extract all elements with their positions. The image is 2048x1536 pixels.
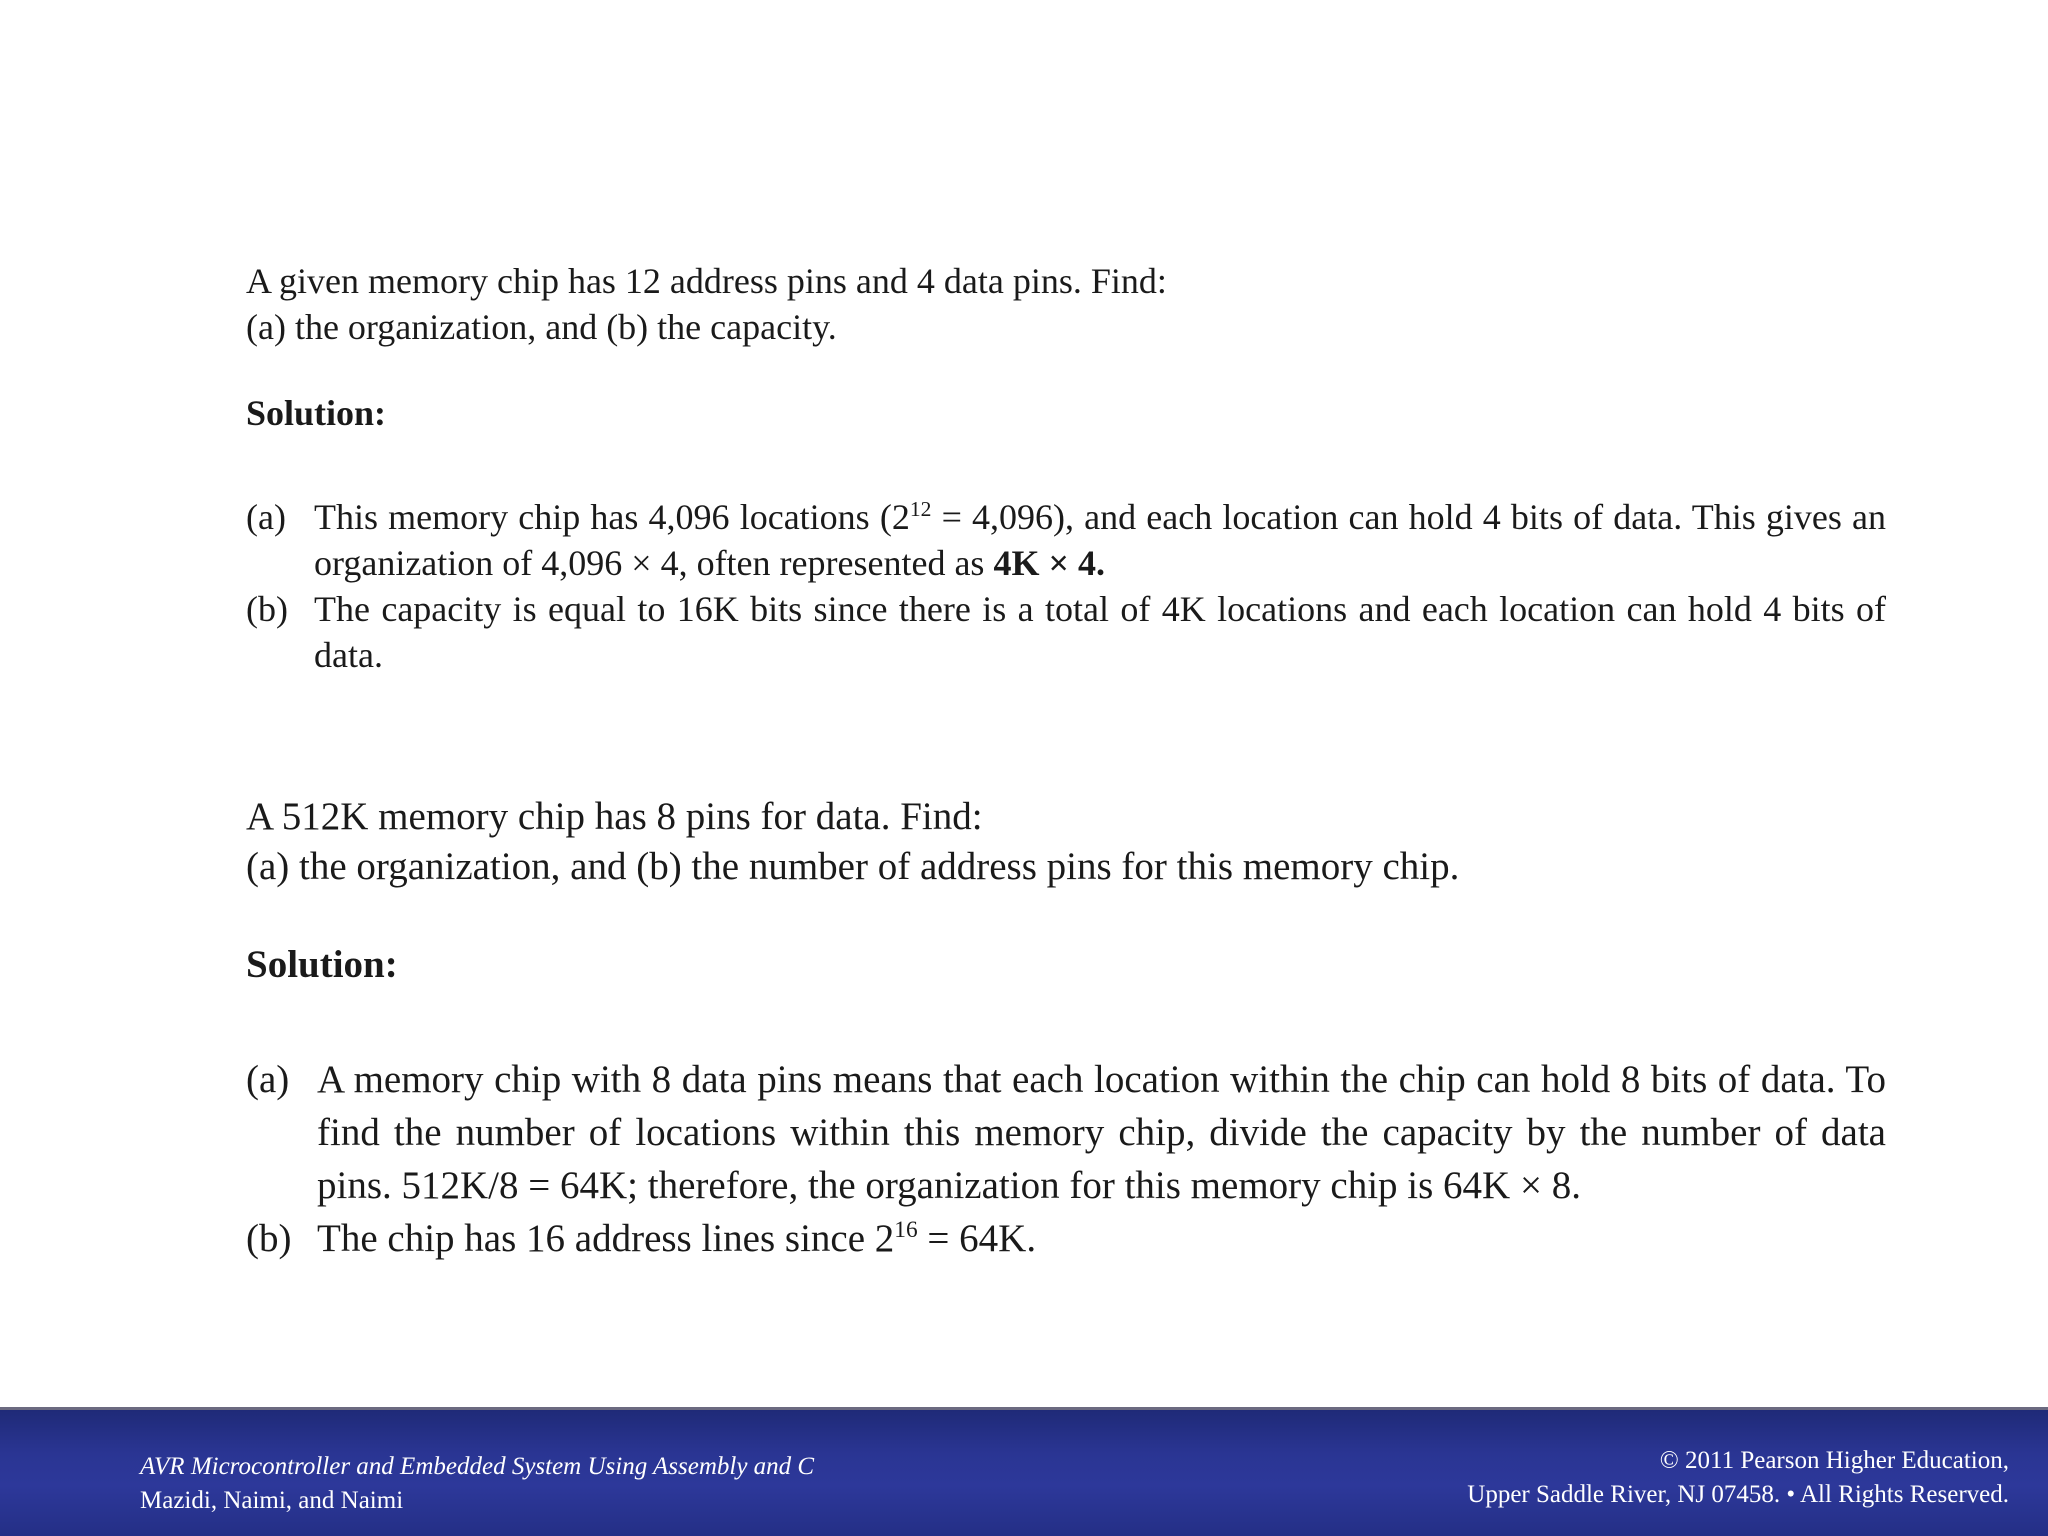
- organization-result: 4K × 4.: [993, 543, 1105, 584]
- problem-1-question-line-2: (a) the organization, and (b) the capacity.: [246, 307, 837, 348]
- book-title: AVR Microcontroller and Embedded System Using Assembly and C: [140, 1453, 815, 1480]
- copyright-line-2: Upper Saddle River, NJ 07458. • All Rights Reserved.: [1467, 1481, 2009, 1508]
- footer-book-info: [140, 1450, 814, 1518]
- answer-text-part: = 4,096), and each location can hold 4 bits of data. This gives an organization of 4,096 × 4, often represented as: [314, 497, 1886, 584]
- answer-text-part: = 64K.: [917, 1216, 1037, 1260]
- problem-1-answer-a: [246, 494, 1886, 586]
- problem-1-answer-b: [246, 586, 1886, 678]
- example-problem-1: [246, 258, 1886, 678]
- answer-marker: (b): [246, 589, 288, 630]
- answer-text: The capacity is equal to 16K bits since there is a total of 4K locations and each location can hold 4 bits of data.: [314, 589, 1886, 676]
- problem-2-answer-a: [246, 1053, 1886, 1212]
- answer-marker: (a): [246, 1057, 290, 1101]
- answer-text: [314, 494, 1886, 586]
- footer-copyright: [1467, 1444, 2009, 1512]
- problem-2-answer-b: [246, 1212, 1886, 1265]
- answer-marker: (b): [246, 1216, 292, 1260]
- exponent-superscript: 12: [909, 497, 932, 522]
- answer-marker: (a): [246, 497, 286, 538]
- answer-text-part: The chip has 16 address lines since 2: [317, 1216, 895, 1260]
- copyright-line-1: © 2011 Pearson Higher Education,: [1659, 1447, 2009, 1474]
- problem-1-solution-heading: Solution:: [246, 393, 387, 434]
- exponent-superscript: 16: [894, 1216, 918, 1243]
- example-problem-2: [246, 792, 1886, 1265]
- problem-2-question-line-1: A 512K memory chip has 8 pins for data. Find:: [246, 795, 983, 838]
- problem-1-solution-list: [246, 494, 1886, 678]
- answer-text-part: This memory chip has 4,096 locations (2: [314, 497, 910, 538]
- problem-2-solution-list: [246, 1053, 1886, 1265]
- answer-text: [317, 1212, 1886, 1265]
- answer-text: A memory chip with 8 data pins means that each location within the chip can hold 8 bits of data. To find the number of locations within this memory chip, divide the capacity by the number of data pins. 512K/8 = 64K; therefore, the organization for this memory chip is 64K × 8.: [317, 1057, 1886, 1207]
- problem-1-question-line-1: A given memory chip has 12 address pins and 4 data pins. Find:: [246, 261, 1167, 301]
- problem-2-solution-heading: Solution:: [246, 942, 398, 986]
- book-authors: Mazidi, Naimi, and Naimi: [140, 1487, 404, 1514]
- problem-2-question-line-2: (a) the organization, and (b) the number of address pins for this memory chip.: [246, 844, 1460, 888]
- footer-bar: [0, 1407, 2048, 1536]
